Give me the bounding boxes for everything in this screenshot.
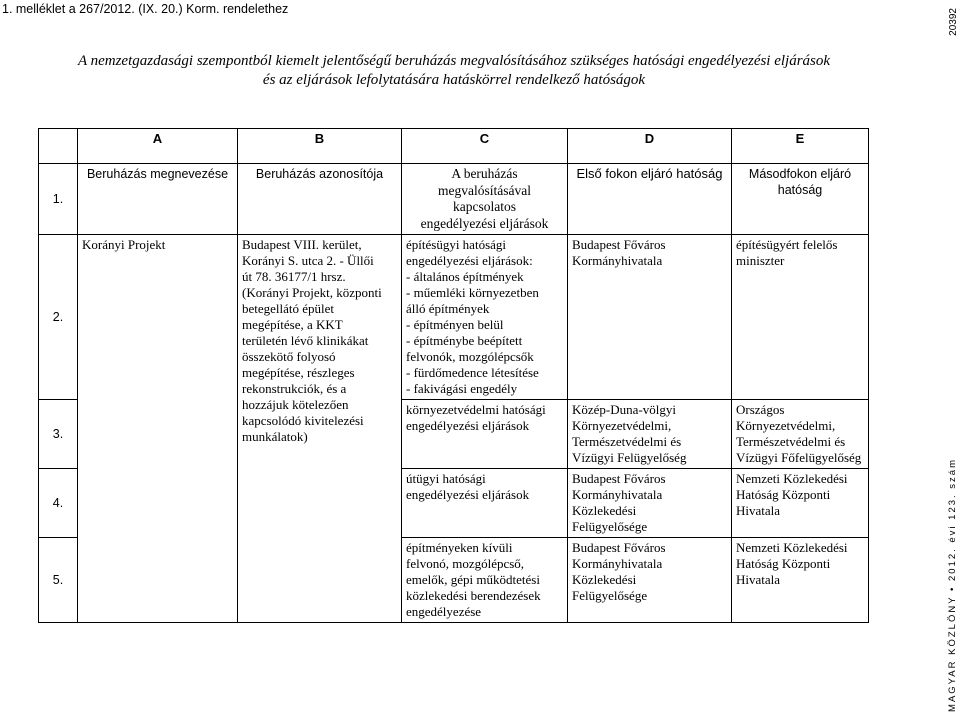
second-instance-cell: Nemzeti Közlekedési Hatóság Központi Hivatala: [732, 469, 869, 538]
column-letter-d: D: [568, 129, 732, 164]
column-letter-b: B: [238, 129, 402, 164]
header-first-instance: Első fokon eljáró hatóság: [568, 164, 732, 235]
title-line-1: A nemzetgazdasági szempontból kiemelt jelentőségű beruházás megvalósításához szükséges hatósági engedélyezési eljárások: [77, 53, 831, 69]
procedures-table: [38, 128, 869, 623]
header-project-name: Beruházás megnevezése: [78, 164, 238, 235]
row-number: 3.: [39, 400, 78, 469]
page-number: 20392: [948, 8, 959, 36]
column-letter-row: [39, 129, 869, 164]
second-instance-cell: Nemzeti Közlekedési Hatóság Központi Hivatala: [732, 538, 869, 623]
first-instance-cell: Budapest Főváros Kormányhivatala: [568, 235, 732, 400]
first-instance-cell: Közép-Duna-völgyi Környezetvédelmi, Természetvédelmi és Vízügyi Felügyelőség: [568, 400, 732, 469]
column-letter-e: E: [732, 129, 869, 164]
document-reference: 1. melléklet a 267/2012. (IX. 20.) Korm. rendelethez: [2, 2, 289, 16]
gazette-side-label: MAGYAR KÖZLÖNY • 2012. évi 123. szám: [947, 458, 958, 712]
header-procedures: A beruházás megvalósításával kapcsolatos engedélyezési eljárások: [402, 164, 568, 235]
procedure-cell: útügyi hatósági engedélyezési eljárások: [402, 469, 568, 538]
title-line-2: és az eljárások lefolytatására hatáskörrel rendelkező hatóságok: [262, 72, 646, 88]
header-row: [39, 164, 869, 235]
row-number: 1.: [39, 164, 78, 235]
procedure-cell: környezetvédelmi hatósági engedélyezési eljárások: [402, 400, 568, 469]
second-instance-cell: Országos Környezetvédelmi, Természetvédelmi és Vízügyi Főfelügyelőség: [732, 400, 869, 469]
row-number: 5.: [39, 538, 78, 623]
column-letter-c: C: [402, 129, 568, 164]
document-title: [40, 52, 868, 90]
first-instance-cell: Budapest Főváros Kormányhivatala Közlekedési Felügyelősége: [568, 538, 732, 623]
column-letter-blank: [39, 129, 78, 164]
header-second-instance: Másodfokon eljáró hatóság: [732, 164, 869, 235]
procedure-cell: építményeken kívüli felvonó, mozgólépcső, emelők, gépi működtetési közlekedési berendezések engedélyezése: [402, 538, 568, 623]
column-letter-a: A: [78, 129, 238, 164]
row-number: 4.: [39, 469, 78, 538]
first-instance-cell: Budapest Főváros Kormányhivatala Közlekedési Felügyelősége: [568, 469, 732, 538]
second-instance-cell: építésügyért felelős miniszter: [732, 235, 869, 400]
project-name-cell: Korányi Projekt: [78, 235, 238, 623]
header-project-id: Beruházás azonosítója: [238, 164, 402, 235]
project-id-cell: Budapest VIII. kerület, Korányi S. utca 2. - Üllői út 78. 36177/1 hrsz. (Korányi Projekt, központi betegellátó épület megépítése, a KKT területén lévő klinikákat összekötő folyosó megépítése, részleges rekonstrukciók, és a hozzájuk kötelezően kapcsolódó kivitelezési munkálatok): [238, 235, 402, 623]
procedure-cell: építésügyi hatósági engedélyezési eljárások: - általános építmények - műemléki környezetben álló építmények - építményen belül - építménybe beépített felvonók, mozgólépcsők - fürdőmedence létesítése - fakivágási engedély: [402, 235, 568, 400]
row-number: 2.: [39, 235, 78, 400]
table-row: [39, 235, 869, 400]
